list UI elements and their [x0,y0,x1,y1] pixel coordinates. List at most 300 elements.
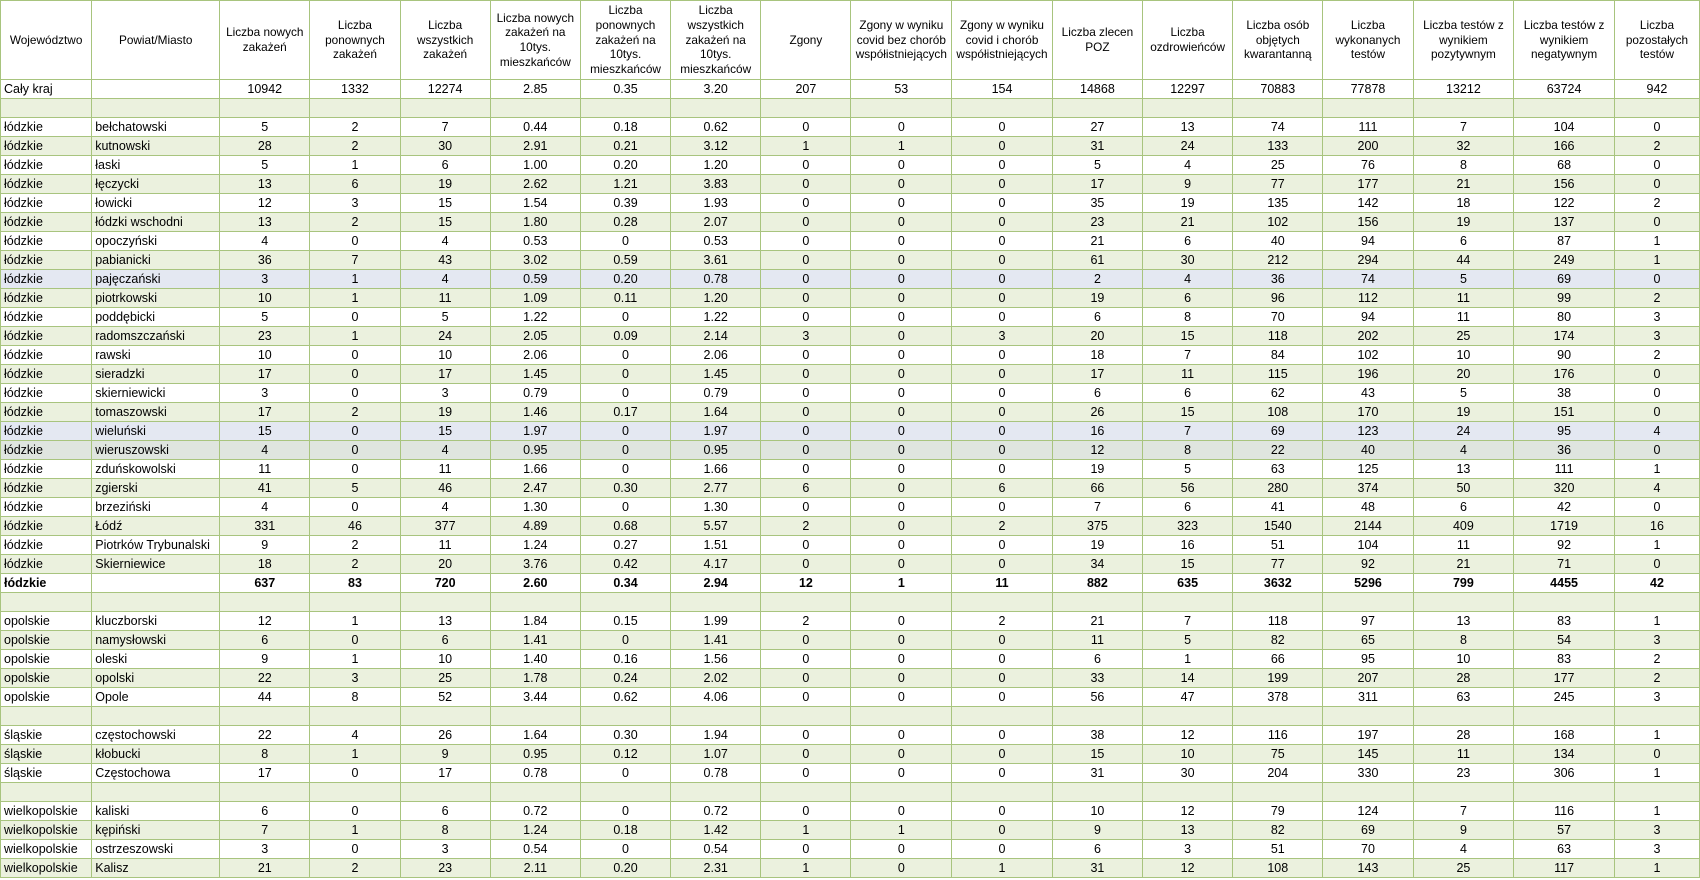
value-cell[interactable]: 174 [1514,327,1615,346]
value-cell[interactable]: 3 [952,327,1053,346]
value-cell[interactable]: 11 [1413,745,1514,764]
value-cell[interactable]: 133 [1233,137,1323,156]
value-cell[interactable]: 0 [310,802,400,821]
voivodeship-cell[interactable]: łódzkie [1,175,92,194]
value-cell[interactable]: 0 [952,460,1053,479]
value-cell[interactable]: 7 [1413,118,1514,137]
value-cell[interactable]: 4 [1143,156,1233,175]
value-cell[interactable]: 82 [1233,631,1323,650]
value-cell[interactable]: 1.66 [490,460,580,479]
value-cell[interactable]: 4 [1614,422,1699,441]
value-cell[interactable]: 0 [851,802,952,821]
value-cell[interactable]: 21 [1143,213,1233,232]
value-cell[interactable]: 7 [220,821,310,840]
value-cell[interactable]: 71 [1514,555,1615,574]
value-cell[interactable]: 53 [851,80,952,99]
value-cell[interactable]: 94 [1323,232,1413,251]
value-cell[interactable]: 0.34 [580,574,670,593]
value-cell[interactable]: 0 [761,555,851,574]
value-cell[interactable]: 0 [952,498,1053,517]
empty-cell[interactable] [1514,99,1615,118]
value-cell[interactable]: 0 [761,745,851,764]
value-cell[interactable]: 0.16 [580,650,670,669]
value-cell[interactable]: 2.06 [671,346,761,365]
value-cell[interactable]: 74 [1233,118,1323,137]
value-cell[interactable]: 8 [1143,308,1233,327]
empty-cell[interactable] [851,593,952,612]
voivodeship-cell[interactable]: wielkopolskie [1,821,92,840]
value-cell[interactable]: 16 [1143,536,1233,555]
value-cell[interactable]: 7 [1143,422,1233,441]
value-cell[interactable]: 77878 [1323,80,1413,99]
voivodeship-cell[interactable]: opolskie [1,688,92,707]
value-cell[interactable]: 0.53 [671,232,761,251]
value-cell[interactable]: 1.97 [671,422,761,441]
value-cell[interactable]: 0 [580,802,670,821]
value-cell[interactable]: 0 [761,194,851,213]
value-cell[interactable]: 1 [310,327,400,346]
value-cell[interactable]: 0 [310,384,400,403]
value-cell[interactable]: 14 [1143,669,1233,688]
value-cell[interactable]: 10 [220,346,310,365]
value-cell[interactable]: 1.42 [671,821,761,840]
value-cell[interactable]: 99 [1514,289,1615,308]
value-cell[interactable]: 0 [580,631,670,650]
empty-cell[interactable] [1514,707,1615,726]
value-cell[interactable]: 170 [1323,403,1413,422]
value-cell[interactable]: 1 [851,821,952,840]
voivodeship-cell[interactable]: łódzkie [1,346,92,365]
value-cell[interactable]: 30 [1143,764,1233,783]
value-cell[interactable]: 0 [851,631,952,650]
value-cell[interactable]: 0 [851,346,952,365]
value-cell[interactable]: 4 [1413,840,1514,859]
voivodeship-cell[interactable]: opolskie [1,612,92,631]
value-cell[interactable]: 13 [1413,460,1514,479]
value-cell[interactable]: 24 [400,327,490,346]
value-cell[interactable]: 0 [952,650,1053,669]
value-cell[interactable]: 11 [1413,536,1514,555]
value-cell[interactable]: 17 [220,403,310,422]
county-cell[interactable]: Opole [92,688,220,707]
value-cell[interactable]: 0 [1614,403,1699,422]
value-cell[interactable]: 4 [1614,479,1699,498]
empty-cell[interactable] [1614,99,1699,118]
value-cell[interactable]: 6 [1052,840,1142,859]
value-cell[interactable]: 0 [310,764,400,783]
empty-cell[interactable] [1052,707,1142,726]
value-cell[interactable]: 1 [310,745,400,764]
voivodeship-cell[interactable]: łódzkie [1,270,92,289]
value-cell[interactable]: 0 [851,365,952,384]
column-header[interactable]: Liczba wykonanych testów [1323,1,1413,80]
value-cell[interactable]: 0 [952,156,1053,175]
value-cell[interactable]: 0.28 [580,213,670,232]
voivodeship-cell[interactable]: wielkopolskie [1,802,92,821]
county-cell[interactable]: kutnowski [92,137,220,156]
value-cell[interactable]: 3 [220,270,310,289]
value-cell[interactable]: 2.60 [490,574,580,593]
value-cell[interactable]: 0 [1614,441,1699,460]
column-header[interactable]: Województwo [1,1,92,80]
value-cell[interactable]: 79 [1233,802,1323,821]
value-cell[interactable]: 5.57 [671,517,761,536]
value-cell[interactable]: 25 [1413,859,1514,878]
value-cell[interactable]: 0 [952,194,1053,213]
value-cell[interactable]: 1540 [1233,517,1323,536]
value-cell[interactable]: 40 [1323,441,1413,460]
empty-cell[interactable] [761,707,851,726]
empty-cell[interactable] [1614,783,1699,802]
value-cell[interactable]: 0 [851,726,952,745]
value-cell[interactable]: 1 [1614,232,1699,251]
value-cell[interactable]: 378 [1233,688,1323,707]
value-cell[interactable]: 8 [220,745,310,764]
empty-cell[interactable] [220,99,310,118]
empty-cell[interactable] [851,99,952,118]
value-cell[interactable]: 23 [1413,764,1514,783]
value-cell[interactable]: 197 [1323,726,1413,745]
value-cell[interactable]: 3 [400,840,490,859]
value-cell[interactable]: 7 [400,118,490,137]
value-cell[interactable]: 11 [1413,289,1514,308]
county-cell[interactable]: kaliski [92,802,220,821]
value-cell[interactable]: 3.76 [490,555,580,574]
value-cell[interactable]: 0 [761,175,851,194]
value-cell[interactable]: 2 [952,517,1053,536]
value-cell[interactable]: 1 [1143,650,1233,669]
value-cell[interactable]: 0 [952,213,1053,232]
value-cell[interactable]: 11 [400,289,490,308]
value-cell[interactable]: 3.02 [490,251,580,270]
value-cell[interactable]: 13 [220,175,310,194]
empty-cell[interactable] [1,99,92,118]
value-cell[interactable]: 0 [761,384,851,403]
value-cell[interactable]: 0.54 [671,840,761,859]
value-cell[interactable]: 77 [1233,175,1323,194]
value-cell[interactable]: 44 [1413,251,1514,270]
value-cell[interactable]: 1 [1614,536,1699,555]
value-cell[interactable]: 2 [310,213,400,232]
value-cell[interactable]: 74 [1323,270,1413,289]
value-cell[interactable]: 0 [952,289,1053,308]
value-cell[interactable]: 0.20 [580,270,670,289]
value-cell[interactable]: 1 [310,612,400,631]
value-cell[interactable]: 116 [1233,726,1323,745]
value-cell[interactable]: 1 [1614,802,1699,821]
value-cell[interactable]: 306 [1514,764,1615,783]
value-cell[interactable]: 166 [1514,137,1615,156]
value-cell[interactable]: 2 [310,555,400,574]
value-cell[interactable]: 111 [1514,460,1615,479]
value-cell[interactable]: 12 [220,612,310,631]
value-cell[interactable]: 12 [761,574,851,593]
value-cell[interactable]: 83 [310,574,400,593]
county-cell[interactable]: namysłowski [92,631,220,650]
value-cell[interactable]: 83 [1514,650,1615,669]
value-cell[interactable]: 0.21 [580,137,670,156]
value-cell[interactable]: 0 [952,175,1053,194]
value-cell[interactable]: 13 [220,213,310,232]
value-cell[interactable]: 0 [310,631,400,650]
column-header[interactable]: Liczba ponownych zakażeń [310,1,400,80]
value-cell[interactable]: 1.30 [671,498,761,517]
empty-cell[interactable] [1052,99,1142,118]
value-cell[interactable]: 5 [310,479,400,498]
value-cell[interactable]: 6 [1052,308,1142,327]
value-cell[interactable]: 0 [851,669,952,688]
value-cell[interactable]: 0 [952,688,1053,707]
value-cell[interactable]: 17 [1052,365,1142,384]
value-cell[interactable]: 0.30 [580,479,670,498]
value-cell[interactable]: 720 [400,574,490,593]
value-cell[interactable]: 2.77 [671,479,761,498]
value-cell[interactable]: 330 [1323,764,1413,783]
county-cell[interactable]: Skierniewice [92,555,220,574]
value-cell[interactable]: 24 [1143,137,1233,156]
empty-cell[interactable] [1143,783,1233,802]
voivodeship-cell[interactable]: łódzkie [1,479,92,498]
value-cell[interactable]: 6 [1052,650,1142,669]
value-cell[interactable]: 1.56 [671,650,761,669]
empty-cell[interactable] [92,593,220,612]
value-cell[interactable]: 20 [400,555,490,574]
value-cell[interactable]: 3 [1614,821,1699,840]
value-cell[interactable]: 0 [761,346,851,365]
column-header[interactable]: Liczba nowych zakażeń [220,1,310,80]
value-cell[interactable]: 1719 [1514,517,1615,536]
value-cell[interactable]: 32 [1413,137,1514,156]
value-cell[interactable]: 6 [400,802,490,821]
value-cell[interactable]: 0 [580,441,670,460]
value-cell[interactable]: 30 [400,137,490,156]
value-cell[interactable]: 56 [1052,688,1142,707]
value-cell[interactable]: 11 [400,460,490,479]
value-cell[interactable]: 0 [310,422,400,441]
empty-cell[interactable] [1233,593,1323,612]
empty-cell[interactable] [671,707,761,726]
value-cell[interactable]: 6 [761,479,851,498]
value-cell[interactable]: 0 [761,536,851,555]
value-cell[interactable]: 23 [400,859,490,878]
value-cell[interactable]: 1.00 [490,156,580,175]
value-cell[interactable]: 151 [1514,403,1615,422]
value-cell[interactable]: 69 [1323,821,1413,840]
empty-cell[interactable] [490,99,580,118]
value-cell[interactable]: 9 [1143,175,1233,194]
value-cell[interactable]: 202 [1323,327,1413,346]
value-cell[interactable]: 9 [400,745,490,764]
value-cell[interactable]: 0 [851,118,952,137]
value-cell[interactable]: 3.12 [671,137,761,156]
value-cell[interactable]: 0 [952,555,1053,574]
value-cell[interactable]: 51 [1233,840,1323,859]
value-cell[interactable]: 15 [1052,745,1142,764]
empty-cell[interactable] [851,783,952,802]
value-cell[interactable]: 13 [1143,821,1233,840]
value-cell[interactable]: 176 [1514,365,1615,384]
value-cell[interactable]: 212 [1233,251,1323,270]
column-header[interactable]: Liczba wszystkich zakażeń [400,1,490,80]
value-cell[interactable]: 0 [952,422,1053,441]
value-cell[interactable]: 156 [1323,213,1413,232]
value-cell[interactable]: 95 [1323,650,1413,669]
value-cell[interactable]: 4 [220,232,310,251]
value-cell[interactable]: 62 [1233,384,1323,403]
value-cell[interactable]: 17 [220,365,310,384]
county-cell[interactable] [92,574,220,593]
value-cell[interactable]: 9 [220,536,310,555]
value-cell[interactable]: 4.17 [671,555,761,574]
value-cell[interactable]: 3 [220,384,310,403]
value-cell[interactable]: 0 [580,764,670,783]
value-cell[interactable]: 2 [1614,650,1699,669]
value-cell[interactable]: 0.78 [671,764,761,783]
value-cell[interactable]: 22 [220,669,310,688]
value-cell[interactable]: 87 [1514,232,1615,251]
value-cell[interactable]: 2 [1614,137,1699,156]
value-cell[interactable]: 0.24 [580,669,670,688]
value-cell[interactable]: 5 [400,308,490,327]
value-cell[interactable]: 90 [1514,346,1615,365]
value-cell[interactable]: 4.89 [490,517,580,536]
county-cell[interactable]: kluczborski [92,612,220,631]
value-cell[interactable]: 15 [1143,327,1233,346]
value-cell[interactable]: 0 [851,764,952,783]
value-cell[interactable]: 204 [1233,764,1323,783]
value-cell[interactable]: 0.17 [580,403,670,422]
value-cell[interactable]: 30 [1143,251,1233,270]
value-cell[interactable]: 294 [1323,251,1413,270]
empty-cell[interactable] [1413,707,1514,726]
value-cell[interactable]: 0.44 [490,118,580,137]
value-cell[interactable]: 0 [761,498,851,517]
value-cell[interactable]: 47 [1143,688,1233,707]
empty-cell[interactable] [1323,783,1413,802]
value-cell[interactable]: 18 [220,555,310,574]
value-cell[interactable]: 0 [761,764,851,783]
value-cell[interactable]: 323 [1143,517,1233,536]
value-cell[interactable]: 0 [310,840,400,859]
value-cell[interactable]: 5 [1143,460,1233,479]
value-cell[interactable]: 331 [220,517,310,536]
value-cell[interactable]: 1.24 [490,821,580,840]
value-cell[interactable]: 0 [580,346,670,365]
county-cell[interactable]: kłobucki [92,745,220,764]
empty-cell[interactable] [952,707,1053,726]
value-cell[interactable]: 0 [580,422,670,441]
value-cell[interactable]: 6 [1052,384,1142,403]
value-cell[interactable]: 207 [761,80,851,99]
voivodeship-cell[interactable]: łódzkie [1,555,92,574]
empty-cell[interactable] [1514,783,1615,802]
value-cell[interactable]: 0 [952,840,1053,859]
value-cell[interactable]: 2.02 [671,669,761,688]
voivodeship-cell[interactable]: łódzkie [1,308,92,327]
value-cell[interactable]: 1 [1614,251,1699,270]
value-cell[interactable]: 0.54 [490,840,580,859]
value-cell[interactable]: 104 [1323,536,1413,555]
value-cell[interactable]: 199 [1233,669,1323,688]
value-cell[interactable]: 0 [580,840,670,859]
value-cell[interactable]: 0.68 [580,517,670,536]
value-cell[interactable]: 108 [1233,859,1323,878]
county-cell[interactable]: rawski [92,346,220,365]
value-cell[interactable]: 635 [1143,574,1233,593]
value-cell[interactable]: 21 [1413,175,1514,194]
value-cell[interactable]: 27 [1052,118,1142,137]
empty-cell[interactable] [1413,593,1514,612]
empty-cell[interactable] [1,783,92,802]
value-cell[interactable]: 0 [580,384,670,403]
value-cell[interactable]: 96 [1233,289,1323,308]
value-cell[interactable]: 41 [1233,498,1323,517]
value-cell[interactable]: 374 [1323,479,1413,498]
value-cell[interactable]: 13 [1143,118,1233,137]
value-cell[interactable]: 0 [580,365,670,384]
value-cell[interactable]: 0 [761,156,851,175]
voivodeship-cell[interactable]: wielkopolskie [1,859,92,878]
value-cell[interactable]: 1.84 [490,612,580,631]
value-cell[interactable]: 21 [1052,612,1142,631]
value-cell[interactable]: 9 [1413,821,1514,840]
value-cell[interactable]: 0 [851,308,952,327]
county-cell[interactable]: pabianicki [92,251,220,270]
value-cell[interactable]: 118 [1233,327,1323,346]
value-cell[interactable]: 1.45 [671,365,761,384]
value-cell[interactable]: 25 [400,669,490,688]
value-cell[interactable]: 0.39 [580,194,670,213]
value-cell[interactable]: 17 [1052,175,1142,194]
value-cell[interactable]: 1.80 [490,213,580,232]
value-cell[interactable]: 66 [1052,479,1142,498]
empty-cell[interactable] [1,707,92,726]
value-cell[interactable]: 4 [400,498,490,517]
value-cell[interactable]: 83 [1514,612,1615,631]
value-cell[interactable]: 0 [761,460,851,479]
value-cell[interactable]: 1.51 [671,536,761,555]
value-cell[interactable]: 156 [1514,175,1615,194]
value-cell[interactable]: 24 [1413,422,1514,441]
value-cell[interactable]: 33 [1052,669,1142,688]
value-cell[interactable]: 10 [1413,346,1514,365]
value-cell[interactable]: 0.18 [580,118,670,137]
value-cell[interactable]: 5296 [1323,574,1413,593]
county-cell[interactable]: łęczycki [92,175,220,194]
value-cell[interactable]: 0 [1614,745,1699,764]
value-cell[interactable]: 26 [1052,403,1142,422]
empty-cell[interactable] [310,99,400,118]
value-cell[interactable]: 3 [1614,688,1699,707]
value-cell[interactable]: 0 [952,441,1053,460]
value-cell[interactable]: 0 [952,764,1053,783]
county-cell[interactable]: sieradzki [92,365,220,384]
value-cell[interactable]: 1.64 [490,726,580,745]
value-cell[interactable]: 2.94 [671,574,761,593]
value-cell[interactable]: 0.12 [580,745,670,764]
county-cell[interactable]: tomaszowski [92,403,220,422]
value-cell[interactable]: 0 [851,327,952,346]
value-cell[interactable]: 0 [761,213,851,232]
value-cell[interactable]: 22 [220,726,310,745]
value-cell[interactable]: 12297 [1143,80,1233,99]
value-cell[interactable]: 0 [952,137,1053,156]
county-cell[interactable]: łaski [92,156,220,175]
county-cell[interactable]: oleski [92,650,220,669]
county-cell[interactable]: bełchatowski [92,118,220,137]
empty-cell[interactable] [310,707,400,726]
value-cell[interactable]: 1.20 [671,289,761,308]
